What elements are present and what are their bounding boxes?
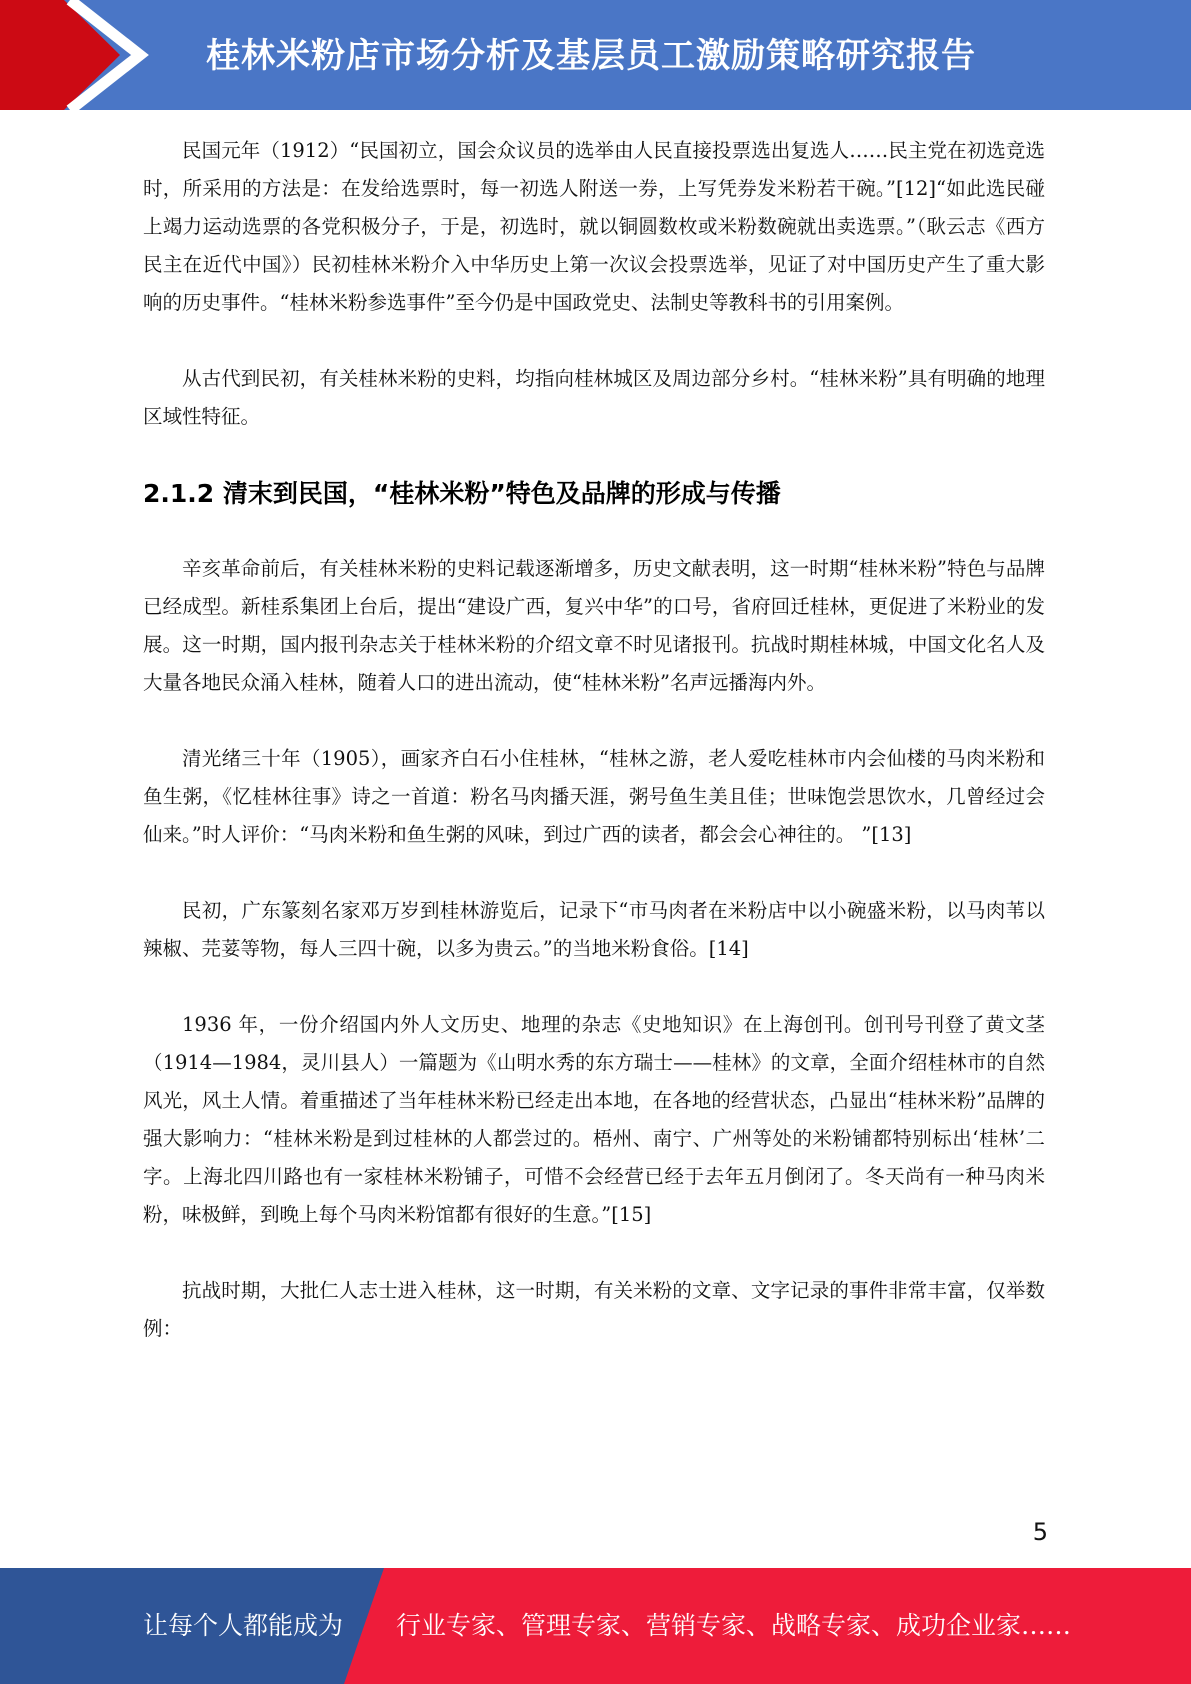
body-paragraph: 清光绪三十年（1905），画家齐白石小住桂林，“桂林之游，老人爱吃桂林市内会仙楼的马肉米粉和鱼生粥，《忆桂林往事》诗之一首道：粉名马肉播天涯，粥号鱼生美且佳；世味饱尝思饮水，几曾经过会仙来。”时人评价：“马肉米粉和鱼生粥的风味，到过广西的读者，都会会心神往的。 ”[13]	[143, 747, 1045, 846]
page-header	[0, 0, 1191, 110]
footer-slogan-left: 让每个人都能成为	[143, 1611, 344, 1640]
section-heading: 2.1.2 清末到民国，“桂林米粉”特色及品牌的形成与传播	[143, 479, 781, 508]
body-paragraph: 辛亥革命前后，有关桂林米粉的史料记载逐渐增多，历史文献表明，这一时期“桂林米粉”特色与品牌已经成型。新桂系集团上台后，提出“建设广西，复兴中华”的口号，省府回迁桂林，更促进了米粉业的发展。这一时期，国内报刊杂志关于桂林米粉的介绍文章不时见诸报刊。抗战时期桂林城，中国文化名人及大量各地民众涌入桂林，随着人口的进出流动，使“桂林米粉”名声远播海内外。	[143, 557, 1045, 694]
footer-slogan-right: 行业专家、管理专家、营销专家、战略专家、成功企业家……	[396, 1611, 1072, 1640]
page-footer	[0, 1568, 1191, 1684]
main-content	[143, 132, 1045, 1386]
page-number: 5	[1032, 1518, 1048, 1546]
body-paragraph: 民初，广东篆刻名家邓万岁到桂林游览后，记录下“市马肉者在米粉店中以小碗盛米粉，以马肉苇以辣椒、芫荽等物，每人三四十碗，以多为贵云。”的当地米粉食俗。[14]	[143, 899, 1045, 960]
document-title: 桂林米粉店市场分析及基层员工激励策略研究报告	[206, 36, 976, 76]
body-paragraph: 从古代到民初，有关桂林米粉的史料，均指向桂林城区及周边部分乡村。“桂林米粉”具有明确的地理区域性特征。	[143, 367, 1045, 428]
header-red-arrow	[0, 0, 120, 110]
body-paragraph: 抗战时期，大批仁人志士进入桂林，这一时期，有关米粉的文章、文字记录的事件非常丰富，仅举数例：	[143, 1279, 1045, 1340]
body-paragraph: 民国元年（1912）“民国初立，国会众议员的选举由人民直接投票选出复选人……民主党在初选竞选时，所采用的方法是：在发给选票时，每一初选人附送一券，上写凭券发米粉若干碗。”[12]“如此选民碰上竭力运动选票的各党积极分子，于是，初选时，就以铜圆数枚或米粉数碗就出卖选票。”（耿云志《西方民主在近代中国》）民初桂林米粉介入中华历史上第一次议会投票选举，见证了对中国历史产生了重大影响的历史事件。“桂林米粉参选事件”至今仍是中国政党史、法制史等教科书的引用案例。	[143, 139, 1045, 314]
body-paragraph: 1936 年，一份介绍国内外人文历史、地理的杂志《史地知识》在上海创刊。创刊号刊登了黄文茎（1914—1984，灵川县人）一篇题为《山明水秀的东方瑞士——桂林》的文章，全面介绍桂林市的自然风光，风土人情。着重描述了当年桂林米粉已经走出本地，在各地的经营状态，凸显出“桂林米粉”品牌的强大影响力：“桂林米粉是到过桂林的人都尝过的。梧州、南宁、广州等处的米粉铺都特别标出‘桂林’二字。上海北四川路也有一家桂林米粉铺子，可惜不会经营已经于去年五月倒闭了。冬天尚有一种马肉米粉，味极鲜，到晚上每个马肉米粉馆都有很好的生意。”[15]	[143, 1013, 1045, 1226]
